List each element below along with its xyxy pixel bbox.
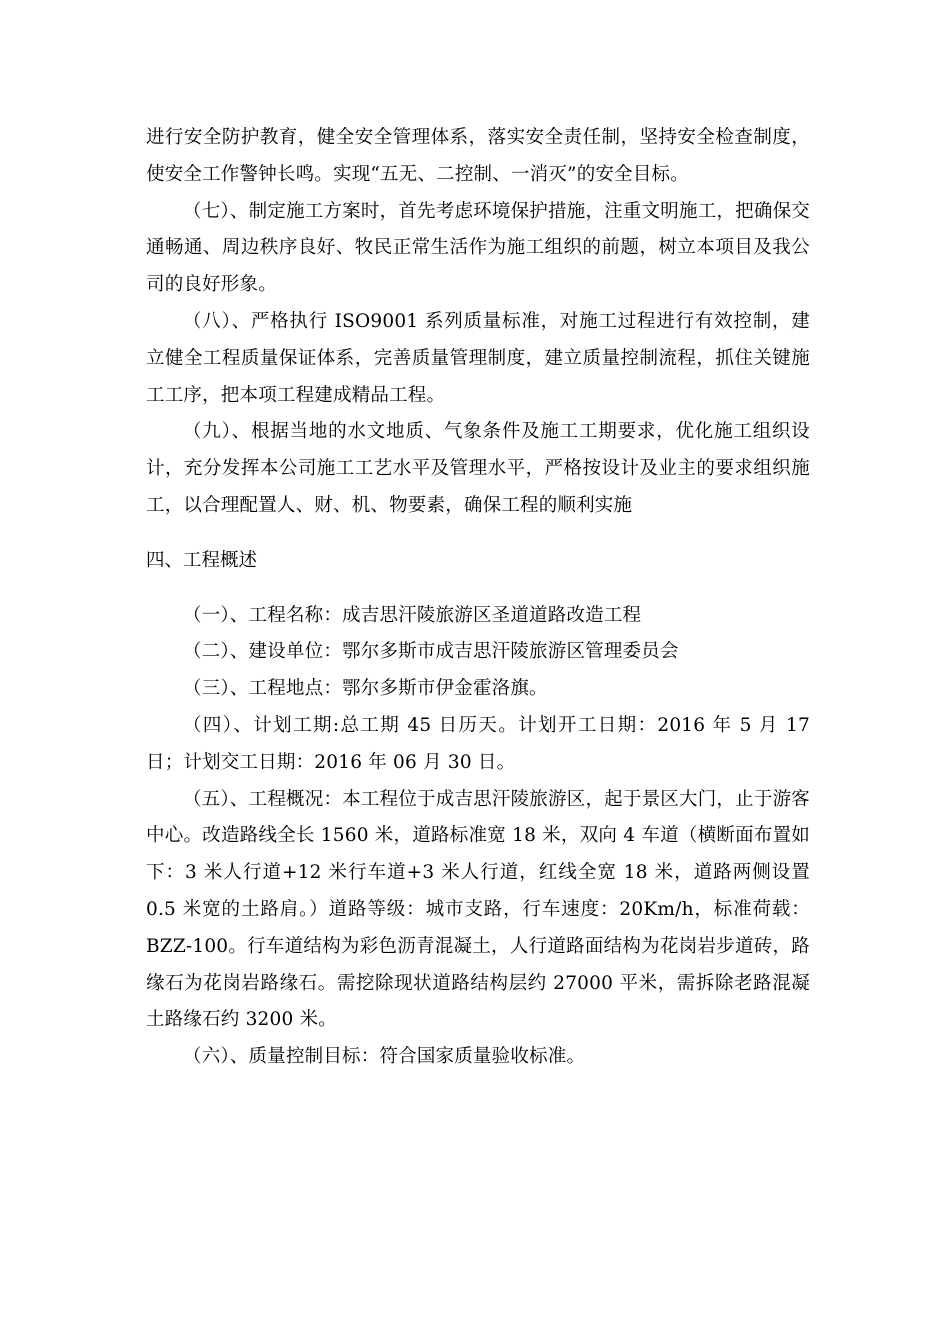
paragraph-safety-continuation: 进行安全防护教育，健全安全管理体系，落实安全责任制，坚持安全检查制度，使安全工作警钟长鸣。实现“五无、二控制、一消灭”的安全目标。 bbox=[146, 127, 810, 185]
overview-item-location: （三）、工程地点：鄂尔多斯市伊金霍洛旗。 bbox=[183, 678, 548, 700]
overview-item-quality-target: （六）、质量控制目标：符合国家质量验收标准。 bbox=[183, 1046, 586, 1068]
overview-item-description: （五）、工程概况：本工程位于成吉思汗陵旅游区，起于景区大门，止于游客中心。改造路线全长 1560 米，道路标准宽 18 米，双向 4 车道（横断面布置如下：3 米人行道+12 米行车道+3 米人行道，红线全宽 18 米，道路两侧设置 0.5 米宽的土路肩。）道路等级：城市支路，行车速度：20Km/h，标准荷载：BZZ-100。行车道结构为彩色沥青混凝土，人行道路面结构为花岗岩步道砖，路缘石为花岗岩路缘石。需挖除现状道路结构层约 27000 平米，需拆除老路混凝土路缘石约 3200 米。 bbox=[146, 788, 810, 1031]
paragraph-item-7: （七）、制定施工方案时，首先考虑环境保护措施，注重文明施工，把确保交通畅通、周边秩序良好、牧民正常生活作为施工组织的前题，树立本项目及我公司的良好形象。 bbox=[146, 200, 810, 296]
overview-item-schedule: （四）、计划工期:总工期 45 日历天。计划开工日期：2016 年 5 月 17 日；计划交工日期：2016 年 06 月 30 日。 bbox=[146, 714, 810, 773]
paragraph-item-9: （九）、根据当地的水文地质、气象条件及施工工期要求，优化施工组织设计，充分发挥本公司施工工艺水平及管理水平，严格按设计及业主的要求组织施工，以合理配置人、财、机、物要素，确保工程的顺利实施 bbox=[146, 421, 810, 516]
overview-item-client: （二）、建设单位：鄂尔多斯市成吉思汗陵旅游区管理委员会 bbox=[183, 641, 679, 663]
section-heading: 四、工程概述 bbox=[146, 549, 258, 571]
overview-item-project-name: （一）、工程名称：成吉思汗陵旅游区圣道道路改造工程 bbox=[183, 604, 642, 626]
paragraph-item-8: （八）、严格执行 ISO9001 系列质量标准，对施工过程进行有效控制，建立健全工程质量保证体系，完善质量管理制度，建立质量控制流程，抓住关键施工工序，把本项工程建成精品工程。 bbox=[146, 310, 810, 406]
document-body bbox=[146, 120, 810, 1076]
